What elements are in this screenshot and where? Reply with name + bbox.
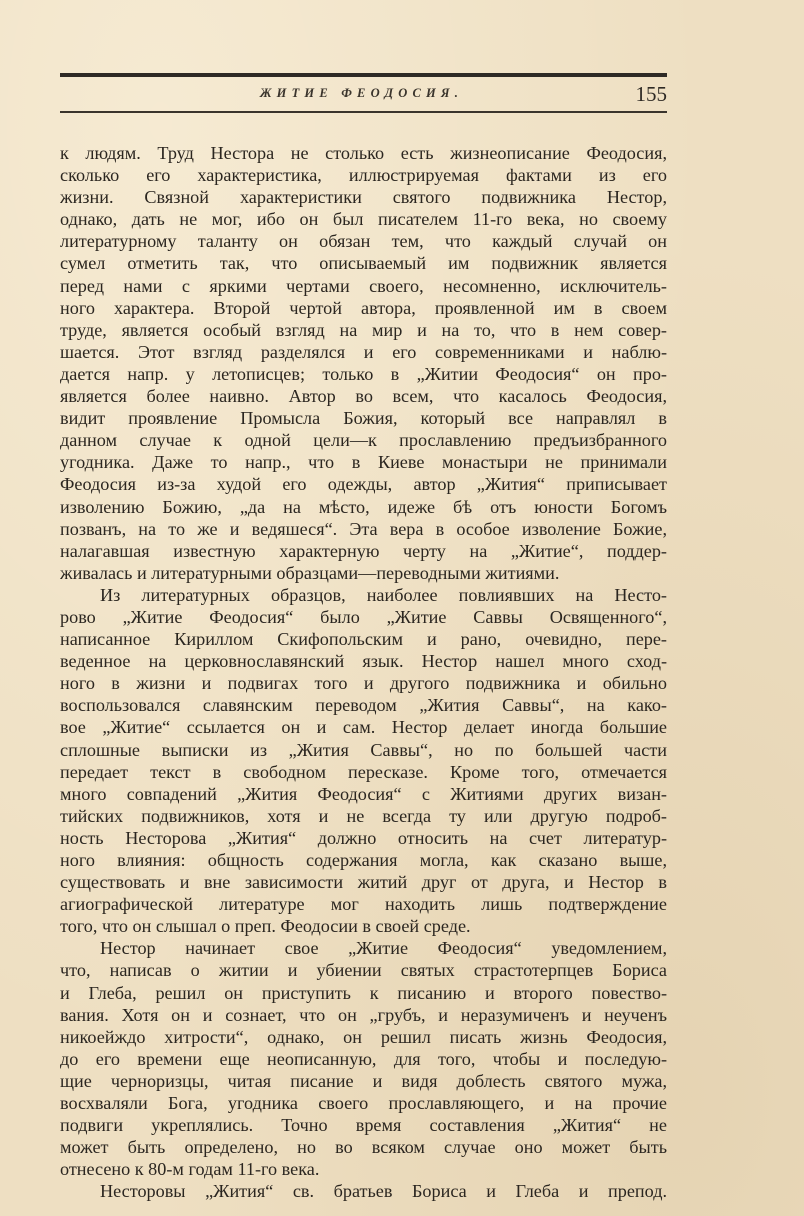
text-line: видит проявление Промысла Божия, который все направлял в xyxy=(60,408,667,429)
page-number: 155 xyxy=(635,82,667,106)
text-line: вое „Житие“ ссылается он и сам. Нестор делает иногда большие xyxy=(60,717,667,738)
text-line: воспользовался славянским переводом „Жития Саввы“, на како- xyxy=(60,695,667,716)
header-rule-thick xyxy=(60,73,667,77)
text-line: ного в жизни и подвигах того и другого подвижника и обильно xyxy=(60,673,667,694)
text-line: шается. Этот взгляд разделялся и его современниками и наблю- xyxy=(60,341,667,362)
text-line: щие черноризцы, читая писание и видя доблесть святого мужа, xyxy=(60,1070,667,1091)
text-line: позванъ, на то же и ведяшеся“. Эта вера в особое изволение Божие, xyxy=(60,518,667,539)
text-line: отнесено к 80-м годам 11-го века. xyxy=(60,1159,320,1180)
text-line: написанное Кириллом Скифопольским и рано, очевидно, пере- xyxy=(60,629,667,650)
text-line: существовать и вне зависимости житий друг от друга, и Нестор в xyxy=(60,872,667,893)
text-line: Нестор начинает свое „Житие Феодосия“ уведомлением, xyxy=(100,938,667,959)
body-text xyxy=(60,142,667,1203)
text-line: сплошные выписки из „Жития Саввы“, но по большей части xyxy=(60,739,667,760)
text-line: сколько его характеристика, иллюстрируемая фактами из его xyxy=(60,165,667,186)
text-line: что, написав о житии и убиении святых страстотерпцев Бориса xyxy=(60,960,667,981)
running-head xyxy=(60,82,667,108)
text-line: данном случае к одной цели—к прославлению предъизбранного xyxy=(60,430,667,451)
text-line: подвиги укреплялись. Точно время составления „Жития“ не xyxy=(60,1115,667,1136)
text-line: ного влияния: общность содержания могла, как сказано выше, xyxy=(60,850,667,870)
text-line: является более наивно. Автор во всем, что касалось Феодосия, xyxy=(60,386,667,407)
text-line: рово „Житие Феодосия“ было „Житие Саввы Освященного“, xyxy=(60,606,667,627)
text-line: вания. Хотя он и сознает, что он „грубъ, и неразумиченъ и неученъ xyxy=(60,1004,667,1025)
text-line: ного характера. Второй чертой автора, проявленной им в своем xyxy=(60,297,667,318)
text-line: литературному таланту он обязан тем, что каждый случай он xyxy=(60,231,667,252)
text-line: изволению Божию, „да на мѣсто, идеже бѣ отъ юности Богомъ xyxy=(60,496,667,517)
text-line: дается напр. у летописцев; только в „Житии Феодосия“ он про- xyxy=(60,363,667,384)
text-line: перед нами с яркими чертами своего, несомненно, исключитель- xyxy=(60,275,667,296)
text-line: веденное на церковнославянский язык. Нестор нашел много сход- xyxy=(60,651,667,672)
text-line: налагавшая известную характерную черту на „Житие“, поддер- xyxy=(60,540,667,561)
header-rule-thin xyxy=(60,111,667,113)
running-title: ЖИТИЕ ФЕОДОСИЯ. xyxy=(260,86,464,100)
text-line: живалась и литературными образцами—переводными житиями. xyxy=(60,562,560,583)
text-line: однако, дать не мог, ибо он был писателем 11-го века, но своему xyxy=(60,209,667,230)
text-line: Феодосия из-за худой его одежды, автор „Жития“ приписывает xyxy=(60,474,667,495)
text-line: агиографической литературе мог находить лишь подтверждение xyxy=(60,894,667,915)
text-line: может быть определено, но во всяком случае оно может быть xyxy=(60,1137,667,1158)
text-line: Из литературных образцов, наиболее повлиявших на Несто- xyxy=(100,584,667,605)
text-line: никоейждо хитрости“, однако, он решил писать жизнь Феодосия, xyxy=(60,1026,667,1047)
text-line: жизни. Связной характеристики святого подвижника Нестор, xyxy=(60,187,667,208)
text-line: ность Несторова „Жития“ должно относить на счет литератур- xyxy=(60,827,667,848)
text-line: к людям. Труд Нестора не столько есть жизнеописание Феодосия, xyxy=(60,143,667,163)
text-line: тийских подвижников, хотя и не всегда ту или другую подроб- xyxy=(60,805,667,826)
text-line: передает текст в свободном пересказе. Кроме того, отмечается xyxy=(60,761,667,782)
text-line: того, что он слышал о преп. Феодосии в своей среде. xyxy=(60,916,471,937)
text-line: и Глеба, решил он приступить к писанию и второго повество- xyxy=(60,982,667,1003)
text-line: труде, является особый взгляд на мир и на то, что в нем совер- xyxy=(60,319,667,340)
text-line: угодника. Даже то напр., что в Киеве монастыри не принимали xyxy=(60,452,667,473)
text-line: сумел отметить так, что описываемый им подвижник является xyxy=(60,253,667,274)
text-line: много совпадений „Жития Феодосия“ с Житиями других визан- xyxy=(60,783,667,804)
text-line: восхваляли Бога, угодника своего прославляющего, и на прочие xyxy=(60,1093,667,1114)
text-line: до его времени еще неописанную, для того, чтобы и последую- xyxy=(60,1048,667,1069)
text-line: Несторовы „Жития“ св. братьев Бориса и Глеба и препод. xyxy=(100,1181,667,1202)
